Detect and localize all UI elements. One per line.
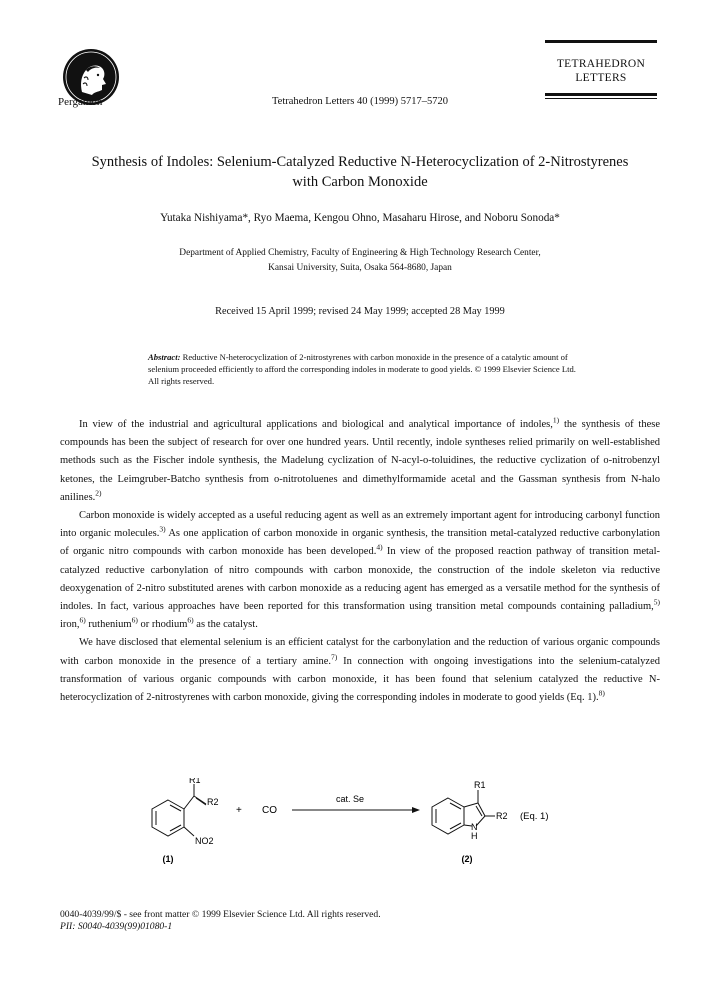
- citation-4: 4): [376, 542, 383, 552]
- compound-2-label: (2): [461, 854, 473, 864]
- r1-left-label: R1: [189, 778, 201, 785]
- brand-rule-bottom: [545, 93, 657, 96]
- body-text: [60, 416, 660, 707]
- received-dates: Received 15 April 1999; revised 24 May 1999; accepted 28 May 1999: [215, 306, 505, 317]
- article-title: [60, 152, 660, 192]
- citation-6a: 6): [79, 615, 86, 625]
- citation-3: 3): [159, 524, 166, 534]
- authors: Yutaka Nishiyama*, Ryo Maema, Kengou Ohno, Masaharu Hirose, and Noboru Sonoda*: [160, 212, 560, 224]
- abstract: [148, 351, 588, 387]
- p3-text-1: We have disclosed that elemental selenium is an efficient catalyst for the carbonylation and the reduction of various organic compounds with carbon monoxide in the presence of a tertiary amine.: [60, 637, 660, 667]
- journal-brand: [545, 40, 657, 99]
- citation-6c: 6): [187, 615, 194, 625]
- pii-line: PII: S0040-4039(99)01080-1: [60, 921, 173, 932]
- abstract-label: Abstract:: [148, 352, 181, 362]
- p2-text-5: ruthenium: [85, 619, 132, 631]
- brand-rule-bottom-thin: [545, 98, 657, 99]
- title-line-2: with Carbon Monoxide: [292, 174, 428, 190]
- r2-right-label: R2: [496, 811, 508, 821]
- citation-1: 1): [552, 415, 560, 425]
- p2-text-6: or rhodium: [137, 619, 188, 631]
- p1-text-2: the synthesis of these compounds has been the subject of research for over one hundred years. Until recently, indole syntheses relied primarily on well-established methods such as the Fischer indole synthesis, the Madelung cyclization of N-acyl-o-toluidines, the reductive cyclization of o-nitrobenzyl ketones, the Leimgruber-Batcho synthesis from o-nitrotoluenes and dimethylformamide acetal and the Gassman synthesis from N-halo anilines.: [60, 419, 660, 503]
- no2-label: NO2: [195, 836, 214, 846]
- paragraph-1: [60, 416, 660, 507]
- product-structure: [432, 790, 495, 834]
- compound-1-label: (1): [162, 854, 174, 864]
- publisher-name: Pergamon: [58, 96, 103, 108]
- p2-text-7: as the catalyst.: [193, 619, 258, 631]
- reaction-scheme: [140, 778, 600, 868]
- p2-text-2: As one application of carbon monoxide in organic synthesis, the transition metal-catalyzed reductive carbonylation of organic nitro compounds with carbon monoxide has been developed.: [60, 528, 660, 558]
- reactant-structure: [152, 784, 206, 836]
- citation-2: 2): [95, 488, 102, 498]
- plus-sign: +: [236, 805, 242, 816]
- equation-label: (Eq. 1): [520, 811, 549, 822]
- footer: [60, 909, 381, 933]
- nitrogen-label: N: [471, 822, 478, 832]
- brand-line-1: TETRAHEDRON: [556, 58, 646, 70]
- p2-text-4: iron,: [60, 619, 80, 631]
- abstract-text: Reductive N-heterocyclization of 2-nitrostyrenes with carbon monoxide in the presence of a catalytic amount of selenium proceeded efficiently to afford the corresponding indoles in moderate to good yields. © 1999 Elsevier Science Ltd. All rights reserved.: [148, 352, 576, 386]
- co-reagent: CO: [262, 805, 277, 816]
- p1-text-1: In view of the industrial and agricultural applications and biological and analytical importance of indoles,: [79, 419, 553, 430]
- journal-reference: Tetrahedron Letters 40 (1999) 5717–5720: [272, 96, 448, 107]
- affiliation-line-1: Department of Applied Chemistry, Faculty of Engineering & High Technology Research Center,: [179, 248, 541, 258]
- title-line-1: Synthesis of Indoles: Selenium-Catalyzed Reductive N-Heterocyclization of 2-Nitrostyrenes: [91, 154, 629, 170]
- brand-line-2: LETTERS: [575, 72, 627, 84]
- paragraph-3: [60, 634, 660, 707]
- copyright-line: 0040-4039/99/$ - see front matter © 1999 Elsevier Science Ltd. All rights reserved.: [60, 909, 381, 920]
- p2-text-3: In view of the proposed reaction pathway of transition metal-catalyzed reductive carbonylation of nitro compounds with carbon monoxide, the construction of the indole skeleton via reductive deoxygenation of 2-nitro substituted arenes with carbon monoxide as a reducing agent has emerged as a versatile method for the synthesis of indoles. In fact, various approaches have been reported for this transformation using transition metal compounds containing palladium,: [60, 546, 660, 613]
- paragraph-2: [60, 507, 660, 634]
- affiliation-line-2: Kansai University, Suita, Osaka 564-8680, Japan: [268, 263, 452, 273]
- citation-5: 5): [653, 597, 660, 607]
- citation-7: 7): [331, 652, 338, 662]
- catalyst-label: cat. Se: [336, 794, 365, 804]
- p3-text-2: In connection with ongoing investigations into the selenium-catalyzed transformation of various organic compounds with carbon monoxide, it has been found that selenium catalyzed the reductive N-heterocyclization of 2-nitrostyrenes with carbon monoxide, giving the corresponding indoles in moderate to good yields (Eq. 1).: [60, 655, 660, 704]
- affiliation: [60, 246, 660, 276]
- citation-6b: 6): [131, 615, 138, 625]
- citation-8: 8): [598, 688, 605, 698]
- r1-right-label: R1: [474, 780, 486, 790]
- r2-left-label: R2: [207, 797, 219, 807]
- reaction-arrowhead: [412, 807, 420, 813]
- hydrogen-label: H: [471, 831, 478, 841]
- p2-text-1: Carbon monoxide is widely accepted as a useful reducing agent as well as an extremely important agent for introducing carbonyl function into organic molecules.: [60, 510, 660, 540]
